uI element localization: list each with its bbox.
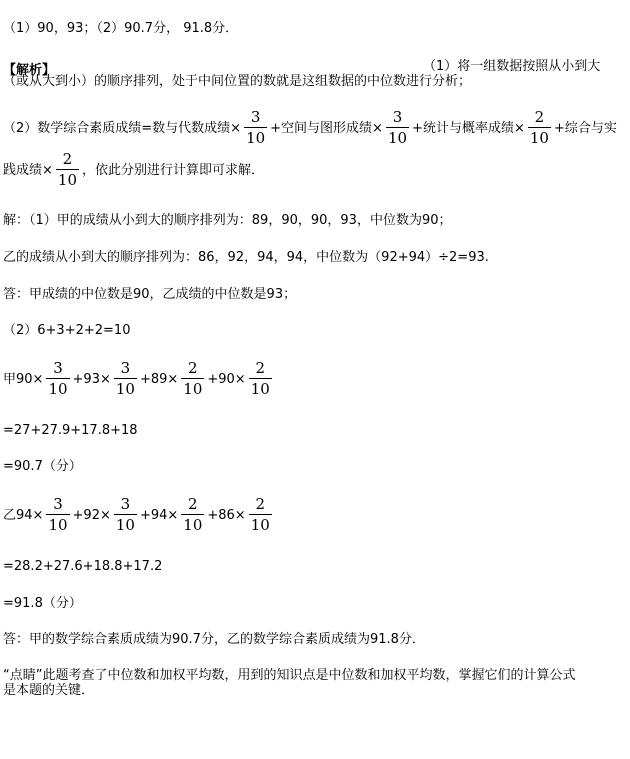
numerator: 3: [392, 108, 403, 126]
analysis-part2-line2: [3, 152, 264, 188]
fraction-3-10: [46, 361, 69, 397]
jia-term4: +90×: [207, 371, 246, 387]
fraction-2-10: [528, 110, 551, 146]
comment-line1: “点睛”此题考查了中位数和加权平均数，用到的知识点是中位数和加权平均数，掌握它们的计算公式: [3, 668, 576, 683]
denominator: 10: [529, 129, 549, 147]
denominator: 10: [183, 380, 203, 398]
yi-term3: +94×: [139, 507, 179, 523]
yi-term4: +86×: [207, 507, 246, 523]
solution-sum-weights: （2）6+3+2+2=10: [3, 323, 131, 338]
numerator: 2: [534, 108, 545, 126]
numerator: 2: [62, 150, 73, 168]
yi-step1: =28.2+27.6+18.8+17.2: [3, 559, 163, 574]
part2-mid2: +统计与概率成绩×: [412, 120, 525, 136]
numerator: 3: [250, 108, 261, 126]
fraction-2-10: [181, 361, 204, 397]
yi-term2: +92×: [72, 507, 111, 523]
jia-term1: 甲90×: [3, 371, 44, 387]
jia-term3: +89×: [139, 371, 179, 387]
numerator: 2: [188, 495, 198, 513]
part2-line2-prefix: 践成绩×: [3, 162, 53, 178]
answer-line: （1）90，93；（2）90.7分， 91.8分．: [3, 21, 239, 36]
denominator: 10: [48, 380, 68, 398]
part2-prefix: （2）数学综合素质成绩=数与代数成绩×: [3, 120, 242, 136]
solution-answer1: 答：甲成绩的中位数是90，乙成绩的中位数是93；: [3, 287, 297, 302]
denominator: 10: [115, 516, 135, 534]
analysis-label: 【解析】: [3, 63, 56, 78]
jia-weighted-expression: [3, 361, 275, 397]
part2-mid3: +综合与实: [553, 120, 617, 136]
numerator: 3: [53, 359, 63, 377]
denominator: 10: [246, 129, 266, 147]
fraction-3-10: [244, 110, 267, 146]
denominator: 10: [250, 516, 270, 534]
denominator: 10: [115, 380, 135, 398]
yi-term1: 乙94×: [3, 507, 44, 523]
fraction-3-10: [46, 497, 69, 533]
part2-mid1: +空间与图形成绩×: [270, 120, 383, 136]
denominator: 10: [183, 516, 203, 534]
solution-answer2: 答：甲的数学综合素质成绩为90.7分，乙的数学综合素质成绩为91.8分．: [3, 632, 425, 647]
numerator: 2: [255, 359, 266, 377]
jia-term2: +93×: [72, 371, 111, 387]
denominator: 10: [387, 129, 408, 147]
numerator: 3: [120, 495, 131, 513]
comment-line2: 是本题的关键．: [3, 683, 95, 698]
fraction-2-10: [249, 361, 272, 397]
fraction-2-10: [181, 497, 204, 533]
fraction-3-10: [114, 497, 137, 533]
analysis-part1-cont: （或从大到小）的顺序排列，处于中间位置的数就是这组数据的中位数进行分析；: [3, 74, 472, 89]
denominator: 10: [250, 380, 270, 398]
denominator: 10: [57, 171, 77, 189]
fraction-3-10: [114, 361, 137, 397]
jia-step1: =27+27.9+17.8+18: [3, 423, 138, 438]
numerator: 3: [53, 495, 63, 513]
fraction-2-10: [249, 497, 272, 533]
part2-line2-suffix: ，依此分别进行计算即可求解．: [82, 162, 265, 178]
denominator: 10: [48, 516, 68, 534]
analysis-part2-line1: [3, 110, 617, 146]
numerator: 3: [120, 359, 131, 377]
numerator: 2: [188, 359, 198, 377]
jia-result: =90.7（分）: [3, 459, 82, 474]
yi-result: =91.8（分）: [3, 596, 82, 611]
analysis-part1-start: （1）将一组数据按照从小到大: [423, 59, 601, 74]
yi-weighted-expression: [3, 497, 275, 533]
fraction-3-10: [386, 110, 409, 146]
solution-yi-sorted: 乙的成绩从小到大的顺序排列为：86，92，94，94，中位数为（92+94）÷2=93.: [3, 250, 489, 265]
numerator: 2: [255, 495, 266, 513]
fraction-2-10: [56, 152, 79, 188]
solution-jia-sorted: 解：（1）甲的成绩从小到大的顺序排列为：89，90，90，93，中位数为90；: [3, 213, 452, 228]
